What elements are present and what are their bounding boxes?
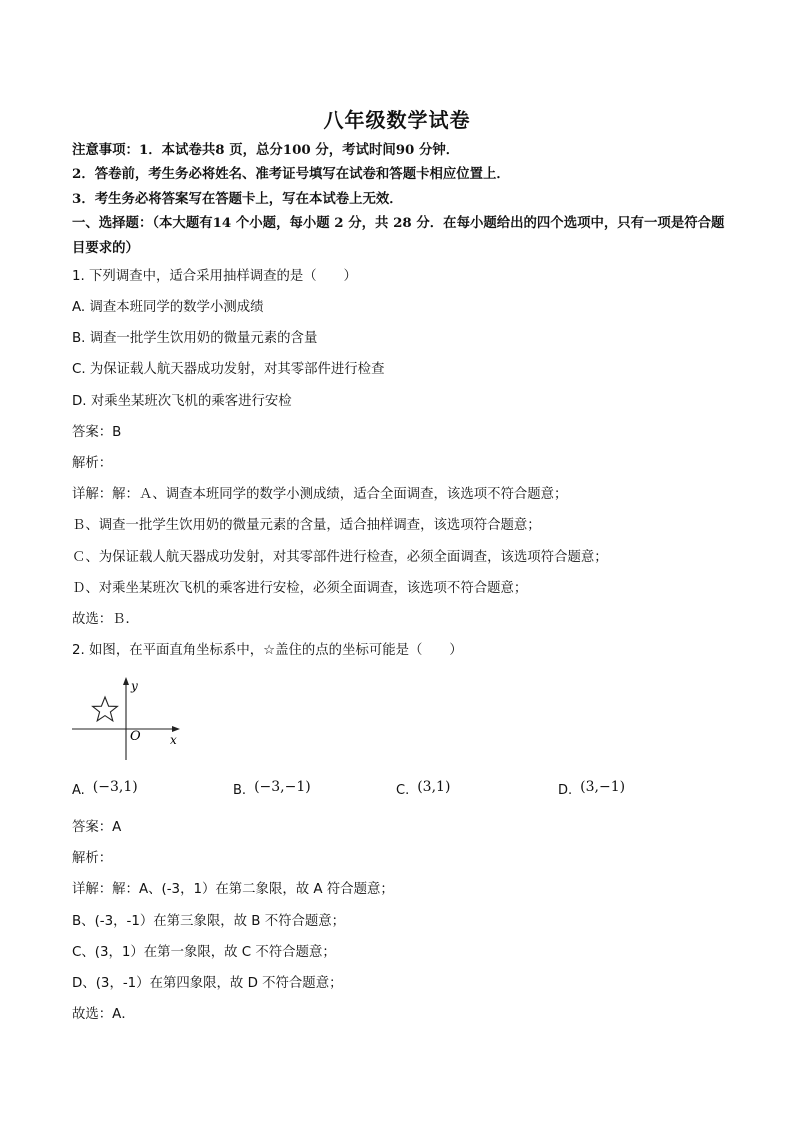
- q2-option-c: [396, 779, 451, 798]
- q1-answer: 答案：B: [72, 425, 122, 440]
- star-icon: [93, 697, 118, 721]
- y-axis-label: y: [131, 679, 138, 693]
- q2-detail-a: 详解：解：A、(-3，1）在第二象限，故 A 符合题意；: [72, 882, 394, 897]
- q1-analysis-label: 解析：: [72, 456, 113, 471]
- option-letter: B.: [233, 783, 247, 798]
- y-axis-arrow: [123, 677, 129, 685]
- option-value: (−3,1): [92, 779, 138, 795]
- x-axis-arrow: [172, 726, 180, 732]
- option-value: (3,1): [417, 779, 451, 795]
- notice-line-1: 注意事项：1．本试卷共8 页，总分100 分，考试时间90 分钟．: [72, 142, 460, 158]
- q2-detail-c: C、(3，1）在第一象限，故 C 不符合题意；: [72, 945, 336, 960]
- q1-detail-a: 详解：解：Ａ、调查本班同学的数学小测成绩，适合全面调查，该选项不符合题意；: [72, 487, 568, 502]
- section-heading: 一、选择题：（本大题有14 个小题，每小题 2 分，共 28 分．在每小题给出的四个选项中，只有一项是符合题目要求的）: [72, 215, 725, 256]
- q1-stem: 1. 下列调查中，适合采用抽样调查的是（ ）: [72, 269, 357, 284]
- q2-option-a: [72, 779, 138, 798]
- q1-detail-d: Ｄ、对乘坐某班次飞机的乘客进行安检，必须全面调查，该选项不符合题意；: [72, 581, 528, 596]
- q2-detail-d: D、(3，-1）在第四象限，故 D 不符合题意；: [72, 976, 343, 991]
- q2-option-b: [233, 779, 311, 798]
- q2-answer: 答案：A: [72, 820, 122, 835]
- coordinate-figure: [70, 672, 190, 764]
- q2-choice: 故选：A．: [72, 1007, 135, 1022]
- q1-option-a: A. 调查本班同学的数学小测成绩: [72, 300, 264, 315]
- q2-option-d: [558, 779, 626, 798]
- q2-stem: 2. 如图，在平面直角坐标系中，☆盖住的点的坐标可能是（ ）: [72, 643, 463, 658]
- q1-choice: 故选：Ｂ．: [72, 612, 139, 627]
- option-value: (−3,−1): [254, 779, 311, 795]
- q1-option-b: B. 调查一批学生饮用奶的微量元素的含量: [72, 331, 318, 346]
- notice-line-3: 3．考生务必将答案写在答题卡上，写在本试卷上无效．: [72, 191, 403, 207]
- origin-label: O: [130, 729, 141, 744]
- notice-line-2: 2．答卷前，考生务必将姓名、准考证号填写在试卷和答题卡相应位置上．: [72, 166, 510, 182]
- option-value: (3,−1): [580, 779, 626, 795]
- x-axis-label: x: [170, 733, 177, 747]
- q1-option-c: C. 为保证载人航天器成功发射，对其零部件进行检查: [72, 362, 385, 377]
- option-letter: D.: [558, 783, 573, 798]
- page-title: 八年级数学试卷: [323, 108, 471, 132]
- q2-analysis-label: 解析：: [72, 851, 113, 866]
- option-letter: A.: [72, 783, 85, 798]
- q1-option-d: D. 对乘坐某班次飞机的乘客进行安检: [72, 394, 292, 409]
- q2-detail-b: B、(-3，-1）在第三象限，故 B 不符合题意；: [72, 914, 346, 929]
- q1-detail-c: Ｃ、为保证载人航天器成功发射，对其零部件进行检查，必须全面调查，该选项符合题意；: [72, 550, 608, 565]
- q1-detail-b: Ｂ、调查一批学生饮用奶的微量元素的含量，适合抽样调查，该选项符合题意；: [72, 518, 541, 533]
- option-letter: C.: [396, 783, 410, 798]
